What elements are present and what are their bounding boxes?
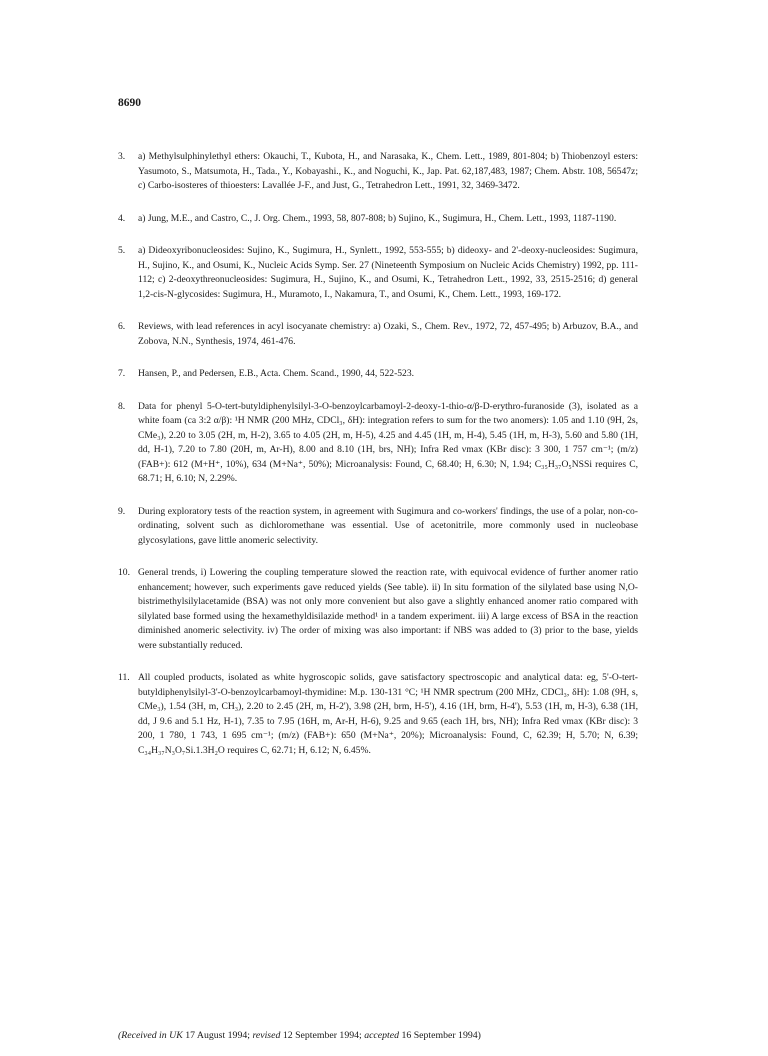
reference-item: [118, 671, 638, 758]
reference-number: 6.: [118, 321, 126, 332]
page-number: 8690: [118, 97, 141, 109]
received-dates: (Received in UK 17 August 1994; revised 12 September 1994; accepted 16 September 1994): [118, 1030, 481, 1041]
reference-text: Data for phenyl 5-O-tert-butyldiphenylsilyl-3-O-benzoylcarbamoyl-2-deoxy-1-thio-α/β-D-erythro-furanoside (3), isolated as a white foam (ca 3:2 α/β): ¹H NMR (200 MHz, CDCl₃, δH): integration refers to sum for the two anomers): 1.05 and 1.10 (9H, 2s, CMe₃), 2.20 to 3.05 (2H, m, H-2), 3.65 to 4.05 (2H, m, H-5), 4.25 and 4.45 (1H, m, H-4), 5.45 (1H, m, H-3), 5.60 and 5.80 (1H, dd, H-1), 7.20 to 7.80 (20H, m, Ar-H), 8.00 and 8.10 (1H, brs, NH); Infra Red νmax (KBr disc): 3 300, 1 757 cm⁻¹; (m/z) (FAB+): 612 (M+H⁺, 10%), 634 (M+Na⁺, 50%); Microanalysis: Found, C, 68.40; H, 6.30; N, 1.94; C₃₅H₃₇O₅NSSi requires C, 68.71; H, 6.10; N, 2.29%.: [138, 400, 638, 484]
reference-text: a) Methylsulphinylethyl ethers: Okauchi, T., Kubota, H., and Narasaka, K., Chem. Lett., 1989, 801-804; b) Thiobenzoyl esters: Yasumoto, S., Matsumota, H., Tada., Y., Kobayashi., K., and Noguchi, K., Jap. Pat. 62,187,483, 1987; Chem. Abstr. 108, 56547z; c) Carbo-isosteres of thioesters: Lavallée J-F., and Just, G., Tetrahedron Lett., 1991, 32, 3469-3472.: [138, 151, 638, 191]
reference-item: [118, 367, 638, 382]
reference-text: All coupled products, isolated as white hygroscopic solids, gave satisfactory spectroscopic and analytical data: eg, 5'-O-tert-butyldiphenylsilyl-3'-O-benzoylcarbamoyl-thymidine: M.p. 130-131 °C; ¹H NMR spectrum (200 MHz, CDCl₃, δH): 1.08 (9H, s, CMe₃), 1.54 (3H, m, CH₃), 2.20 to 2.45 (2H, m, H-2'), 3.98 (2H, brm, H-5'), 4.16 (1H, brm, H-4'), 5.53 (1H, m, H-3), 6.38 (1H, dd, J 9.6 and 5.1 Hz, H-1), 7.35 to 7.95 (16H, m, Ar-H, H-6), 9.25 and 9.65 (each 1H, brs, NH); Infra Red νmax (KBr disc): 3 200, 1 780, 1 743, 1 695 cm⁻¹; (m/z) (FAB+): 650 (M+Na⁺, 20%); Microanalysis: Found, C, 62.39; H, 5.70; N, 6.39; C₃₄H₃₇N₃O₇Si.1.3H₂O requires C, 62.71; H, 6.12; N, 6.45%.: [138, 672, 638, 756]
reference-item: [118, 212, 638, 227]
reference-item: [118, 320, 638, 349]
received-label: Received in UK: [121, 1030, 183, 1041]
reference-text: General trends, i) Lowering the coupling temperature slowed the reaction rate, with equivocal evidence of further anomer ratio enhancement; however, such experiments gave reduced yields (See table). ii) In situ formation of the silylated base using N,O-bistrimethylsilylacetamide (BSA) was not only more convenient but also gave a slightly enhanced anomer ratio compared with silylated base formed using the hexamethyldisilazide method¹ in a tandem experiment. iii) A large excess of BSA in the reaction diminished anomeric selectivity. iv) The order of mixing was also important: if NBS was added to (3) prior to the base, yields were substantially reduced.: [138, 567, 638, 651]
reference-number: 8.: [118, 400, 126, 412]
reference-number: 3.: [118, 151, 126, 162]
reference-item: [118, 566, 638, 653]
reference-number: 7.: [118, 368, 126, 379]
reference-number: 10.: [118, 567, 130, 578]
reference-text: During exploratory tests of the reaction system, in agreement with Sugimura and co-workers' findings, the use of a polar, non-co-ordinating, solvent such as dichloromethane was essential. Use of acetonitrile, more commonly used in nucleobase glycosylations, gave little anomeric selectivity.: [138, 505, 638, 546]
received-date: 17 August 1994;: [185, 1030, 250, 1041]
reference-item: [118, 400, 638, 487]
reference-text: Reviews, with lead references in acyl isocyanate chemistry: a) Ozaki, S., Chem. Rev., 1972, 72, 457-495; b) Arbuzov, B.A., and Zobova, N.N., Synthesis, 1974, 461-476.: [138, 321, 638, 347]
reference-list: [118, 150, 638, 776]
reference-number: 11.: [118, 672, 130, 683]
reference-item: [118, 505, 638, 549]
reference-text: a) Dideoxyribonucleosides: Sujino, K., Sugimura, H., Synlett., 1992, 553-555; b) dideoxy- and 2'-deoxy-nucleosides: Sugimura, H., Sujino, K., and Osumi, K., Nucleic Acids Symp. Ser. 27 (Nineteenth Symposium on Nucleic Acids Chemistry) 1992, pp. 111-112; c) 2-deoxythreonucleosides: Sugimura, H., Sujino, K., and Osumi, K., Tetrahedron Lett., 1992, 33, 2515-2516; d) general 1,2-cis-N-glycosides: Sugimura, H., Muramoto, I., Nakamura, T., and Osumi, K., Chem. Lett., 1993, 169-172.: [138, 245, 638, 300]
accepted-label: accepted: [364, 1030, 399, 1041]
revised-label: revised: [252, 1030, 281, 1041]
revised-date: 12 September 1994;: [282, 1030, 362, 1041]
reference-text: a) Jung, M.E., and Castro, C., J. Org. Chem., 1993, 58, 807-808; b) Sujino, K., Sugimura, H., Chem. Lett., 1993, 1187-1190.: [138, 212, 617, 224]
reference-number: 4.: [118, 212, 126, 224]
reference-item: [118, 244, 638, 302]
reference-number: 9.: [118, 505, 126, 517]
reference-item: [118, 150, 638, 194]
reference-text: Hansen, P., and Pedersen, E.B., Acta. Chem. Scand., 1990, 44, 522-523.: [138, 368, 415, 379]
accepted-date: 16 September 1994): [401, 1030, 481, 1041]
reference-number: 5.: [118, 245, 126, 256]
